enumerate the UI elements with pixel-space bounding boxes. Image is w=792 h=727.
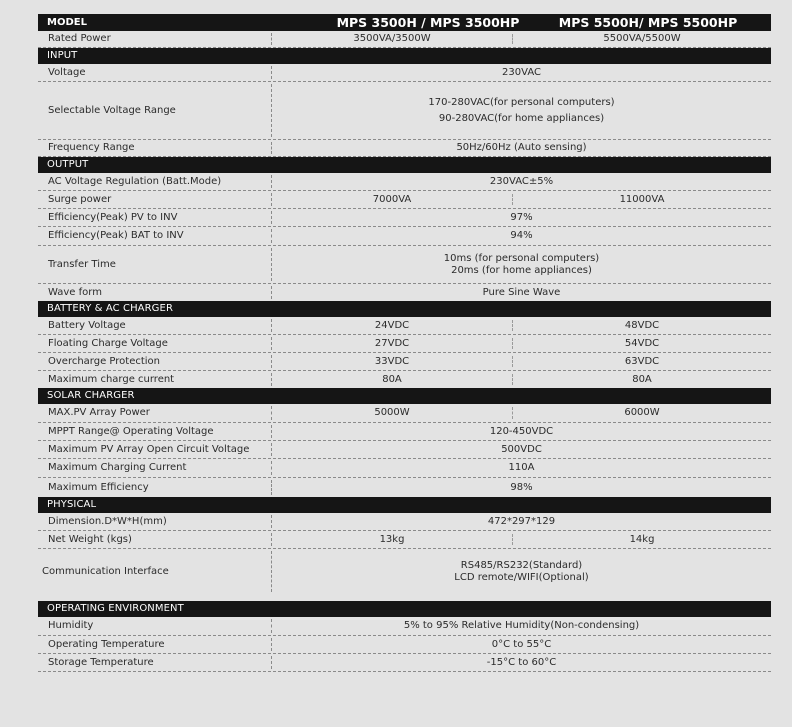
- section-header-physical: PHYSICAL: [38, 497, 771, 513]
- spec-value-model-2: 54VDC: [624, 337, 660, 349]
- spec-row-charging-current: [38, 459, 771, 478]
- spec-value: [272, 246, 771, 283]
- spec-label: Floating Charge Voltage: [48, 337, 168, 349]
- spec-value: -15°C to 60°C: [486, 656, 557, 668]
- spec-label: Selectable Voltage Range: [48, 104, 176, 116]
- model-name-1: MPS 3500H / MPS 3500HP: [336, 15, 520, 30]
- spec-row-operating-temp: [38, 636, 771, 654]
- spec-label: Maximum Charging Current: [48, 462, 187, 473]
- spec-value: Pure Sine Wave: [482, 286, 561, 298]
- spec-row-humidity: [38, 617, 771, 636]
- spec-value-model-1: 7000VA: [372, 193, 412, 205]
- spec-value-line: 170-280VAC(for personal computers): [428, 96, 615, 108]
- spec-value-model-1: 33VDC: [374, 355, 410, 367]
- spec-row-eff-pv: [38, 209, 771, 227]
- spec-row-floating: [38, 335, 771, 353]
- spec-label: MAX.PV Array Power: [48, 407, 150, 418]
- spec-label: Wave form: [48, 286, 102, 298]
- spec-value: 110A: [508, 462, 535, 473]
- spec-row-storage-temp: [38, 654, 771, 672]
- spec-value-model-2: 63VDC: [624, 355, 660, 367]
- spec-value-model-1: 80A: [382, 373, 402, 385]
- spec-label: Operating Temperature: [48, 638, 165, 650]
- spec-row-frequency: [38, 140, 771, 157]
- spec-row-voltage: [38, 64, 771, 82]
- spec-row-open-circuit: [38, 441, 771, 459]
- spec-value: 5% to 95% Relative Humidity(Non-condensing): [403, 620, 640, 631]
- spec-label: Frequency Range: [48, 142, 135, 153]
- section-header-output: OUTPUT: [38, 157, 771, 173]
- spec-value: 98%: [510, 481, 533, 493]
- spec-value-model-1: 13kg: [379, 533, 405, 545]
- spec-value: 94%: [510, 230, 533, 241]
- spec-label: Communication Interface: [42, 565, 169, 577]
- spec-row-surge: [38, 191, 771, 209]
- spec-row-communication: [38, 549, 771, 594]
- spec-value-model-2: 14kg: [629, 533, 655, 545]
- spec-value: [272, 549, 771, 594]
- spec-row-voltage-range: [38, 82, 771, 140]
- spec-label: Storage Temperature: [48, 656, 154, 668]
- spec-row-battery-voltage: [38, 317, 771, 335]
- spec-row-eff-bat: [38, 227, 771, 246]
- spec-value-model-2: 5500VA/5500W: [603, 33, 681, 44]
- spec-value-model-2: 11000VA: [619, 193, 665, 205]
- spec-label: Dimension.D*W*H(mm): [48, 515, 167, 527]
- spec-value-model-1: 3500VA/3500W: [353, 33, 431, 44]
- spec-value: 0°C to 55°C: [491, 638, 552, 650]
- spec-label: Surge power: [48, 193, 112, 205]
- spec-row-transfer: [38, 246, 771, 284]
- spec-row-weight: [38, 531, 771, 549]
- spec-label: Maximum PV Array Open Circuit Voltage: [48, 443, 250, 455]
- spec-label: Overcharge Protection: [48, 355, 161, 367]
- spec-row-pv-power: [38, 404, 771, 423]
- spec-value-model-1: 5000W: [374, 407, 410, 418]
- model-header-row: [38, 14, 771, 31]
- spec-value: [272, 82, 771, 139]
- section-header-input: INPUT: [38, 48, 771, 64]
- spec-label: Net Weight (kgs): [48, 533, 132, 545]
- spec-label: Voltage: [48, 66, 86, 78]
- spec-value-line: 10ms (for personal computers): [443, 252, 600, 264]
- spec-value: 50Hz/60Hz (Auto sensing): [456, 142, 587, 153]
- spec-value: 120-450VDC: [489, 425, 554, 437]
- spec-value-model-2: 6000W: [624, 407, 660, 418]
- spec-value-line: RS485/RS232(Standard): [460, 559, 583, 571]
- spec-value-model-2: 48VDC: [624, 319, 660, 331]
- spec-value: 230VAC: [502, 66, 541, 78]
- spec-label: MPPT Range@ Operating Voltage: [48, 425, 214, 437]
- spec-row-rated-power: [38, 31, 771, 48]
- spec-row-max-efficiency: [38, 478, 771, 497]
- spec-row-mppt: [38, 423, 771, 441]
- spec-value: 500VDC: [501, 443, 542, 455]
- spec-value-line: 20ms (for home appliances): [451, 264, 592, 276]
- section-header-battery: BATTERY & AC CHARGER: [38, 301, 771, 317]
- spec-value: 472*297*129: [487, 515, 556, 527]
- spec-label: AC Voltage Regulation (Batt.Mode): [48, 175, 222, 187]
- model-label: MODEL: [47, 17, 87, 28]
- spec-value-model-1: 24VDC: [374, 319, 410, 331]
- spec-row-overcharge: [38, 353, 771, 371]
- spec-label: Humidity: [48, 620, 94, 631]
- spec-table: [38, 14, 771, 672]
- section-header-environment: OPERATING ENVIRONMENT: [38, 601, 771, 617]
- spec-row-dimension: [38, 513, 771, 531]
- spec-value: 230VAC±5%: [489, 175, 554, 187]
- spec-value-model-1: 27VDC: [374, 337, 410, 349]
- spec-label: Battery Voltage: [48, 319, 126, 331]
- spec-value-line: 90-280VAC(for home appliances): [438, 112, 605, 124]
- spec-row-regulation: [38, 173, 771, 191]
- spec-label: Efficiency(Peak) BAT to INV: [48, 230, 184, 241]
- spec-label: Maximum Efficiency: [48, 481, 149, 493]
- spec-row-wave: [38, 284, 771, 301]
- spec-value: 97%: [510, 211, 533, 223]
- model-name-2: MPS 5500H/ MPS 5500HP: [558, 15, 738, 30]
- section-gap: [38, 594, 771, 601]
- section-header-solar: SOLAR CHARGER: [38, 388, 771, 404]
- spec-label: Rated Power: [48, 33, 111, 44]
- spec-label: Maximum charge current: [48, 373, 175, 385]
- spec-label: Efficiency(Peak) PV to INV: [48, 211, 178, 223]
- spec-value-model-2: 80A: [632, 373, 652, 385]
- spec-label: Transfer Time: [48, 258, 116, 270]
- spec-value-line: LCD remote/WIFI(Optional): [454, 571, 589, 583]
- spec-row-max-charge-current: [38, 371, 771, 388]
